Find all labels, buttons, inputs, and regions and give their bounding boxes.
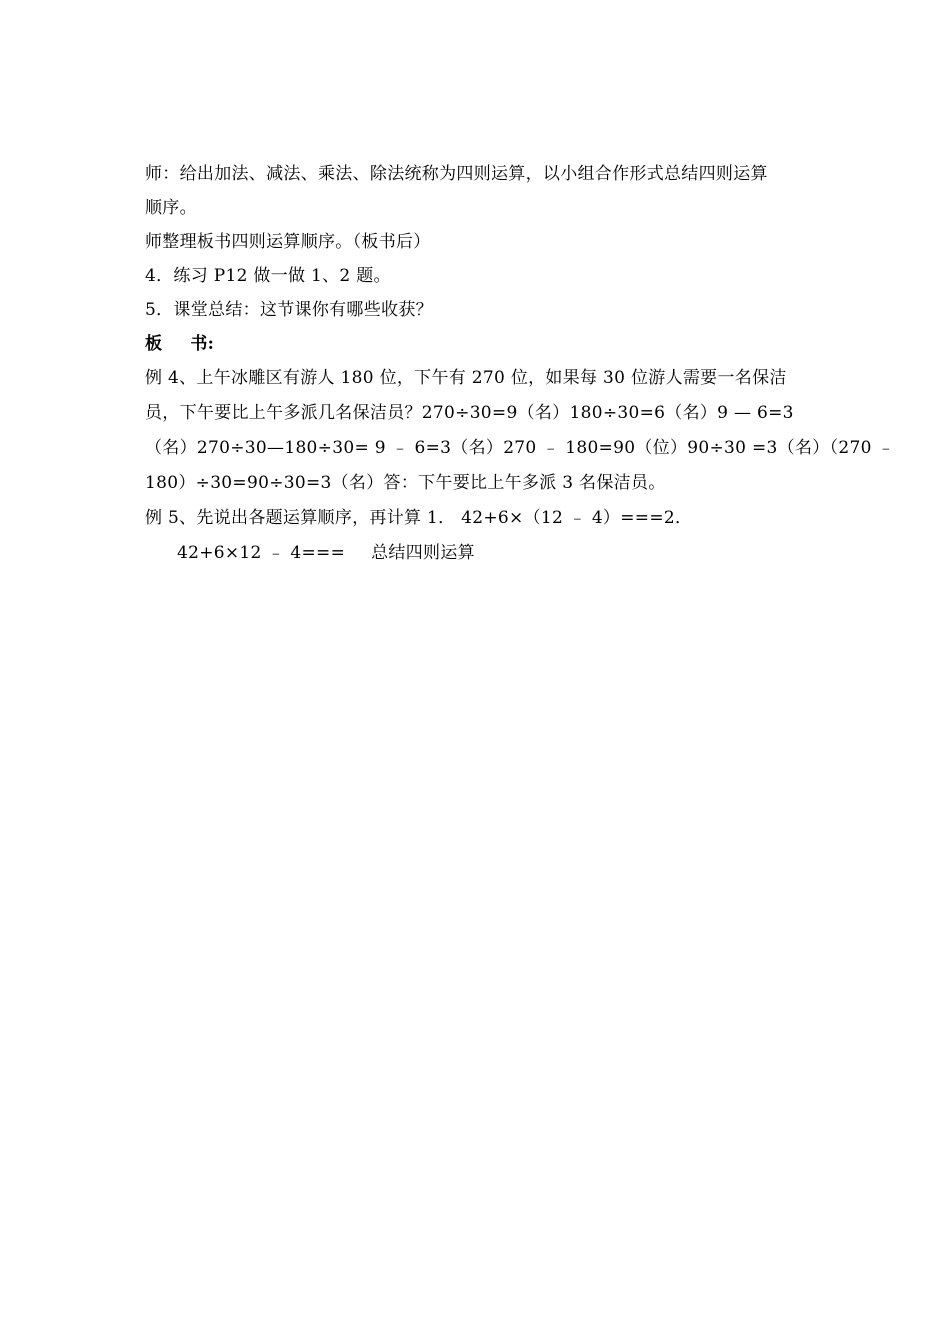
list-item-5: 5．课堂总结：这节课你有哪些收获？ — [145, 300, 433, 320]
paragraph-1-line-1: 师：给出加法、减法、乘法、除法统称为四则运算，以小组合作形式总结四则运算 — [145, 164, 768, 184]
example-5-line-2 — [145, 539, 810, 574]
example-4-line-2: 员，下午要比上午多派几名保洁员？270÷30=9（名）180÷30=6（名）9 — 6=3 — [145, 403, 794, 423]
example-4-line-3: （名）270÷30—180÷30= 9 ﹣ 6=3（名）270 ﹣ 180=90（位）90÷30 =3（名）（270 ﹣ — [145, 438, 895, 458]
list-item-4: 4．练习 P12 做一做 1、2 题。 — [145, 266, 391, 286]
example-5-line-1: 例 5、先说出各题运算顺序，再计算 1． 42+6×（12 ﹣ 4）===2． — [145, 508, 693, 528]
paragraph-1-line-2: 顺序。 — [145, 198, 197, 218]
paragraph-2: 师整理板书四则运算顺序。（板书后） — [145, 232, 431, 252]
board-heading-part-2: 书: — [190, 334, 215, 354]
board-heading — [145, 330, 810, 364]
example-5-expression: 42+6×12 ﹣ 4=== — [177, 543, 346, 563]
board-heading-part-1: 板 — [145, 334, 163, 354]
example-5-summary: 总结四则运算 — [371, 543, 475, 563]
example-4-line-1: 例 4、上午冰雕区有游人 180 位，下午有 270 位，如果每 30 位游人需要一名保洁 — [145, 368, 787, 388]
document-body — [145, 160, 895, 574]
example-4-line-4: 180）÷30=90÷30=3（名）答：下午要比上午多派 3 名保洁员。 — [145, 473, 666, 493]
